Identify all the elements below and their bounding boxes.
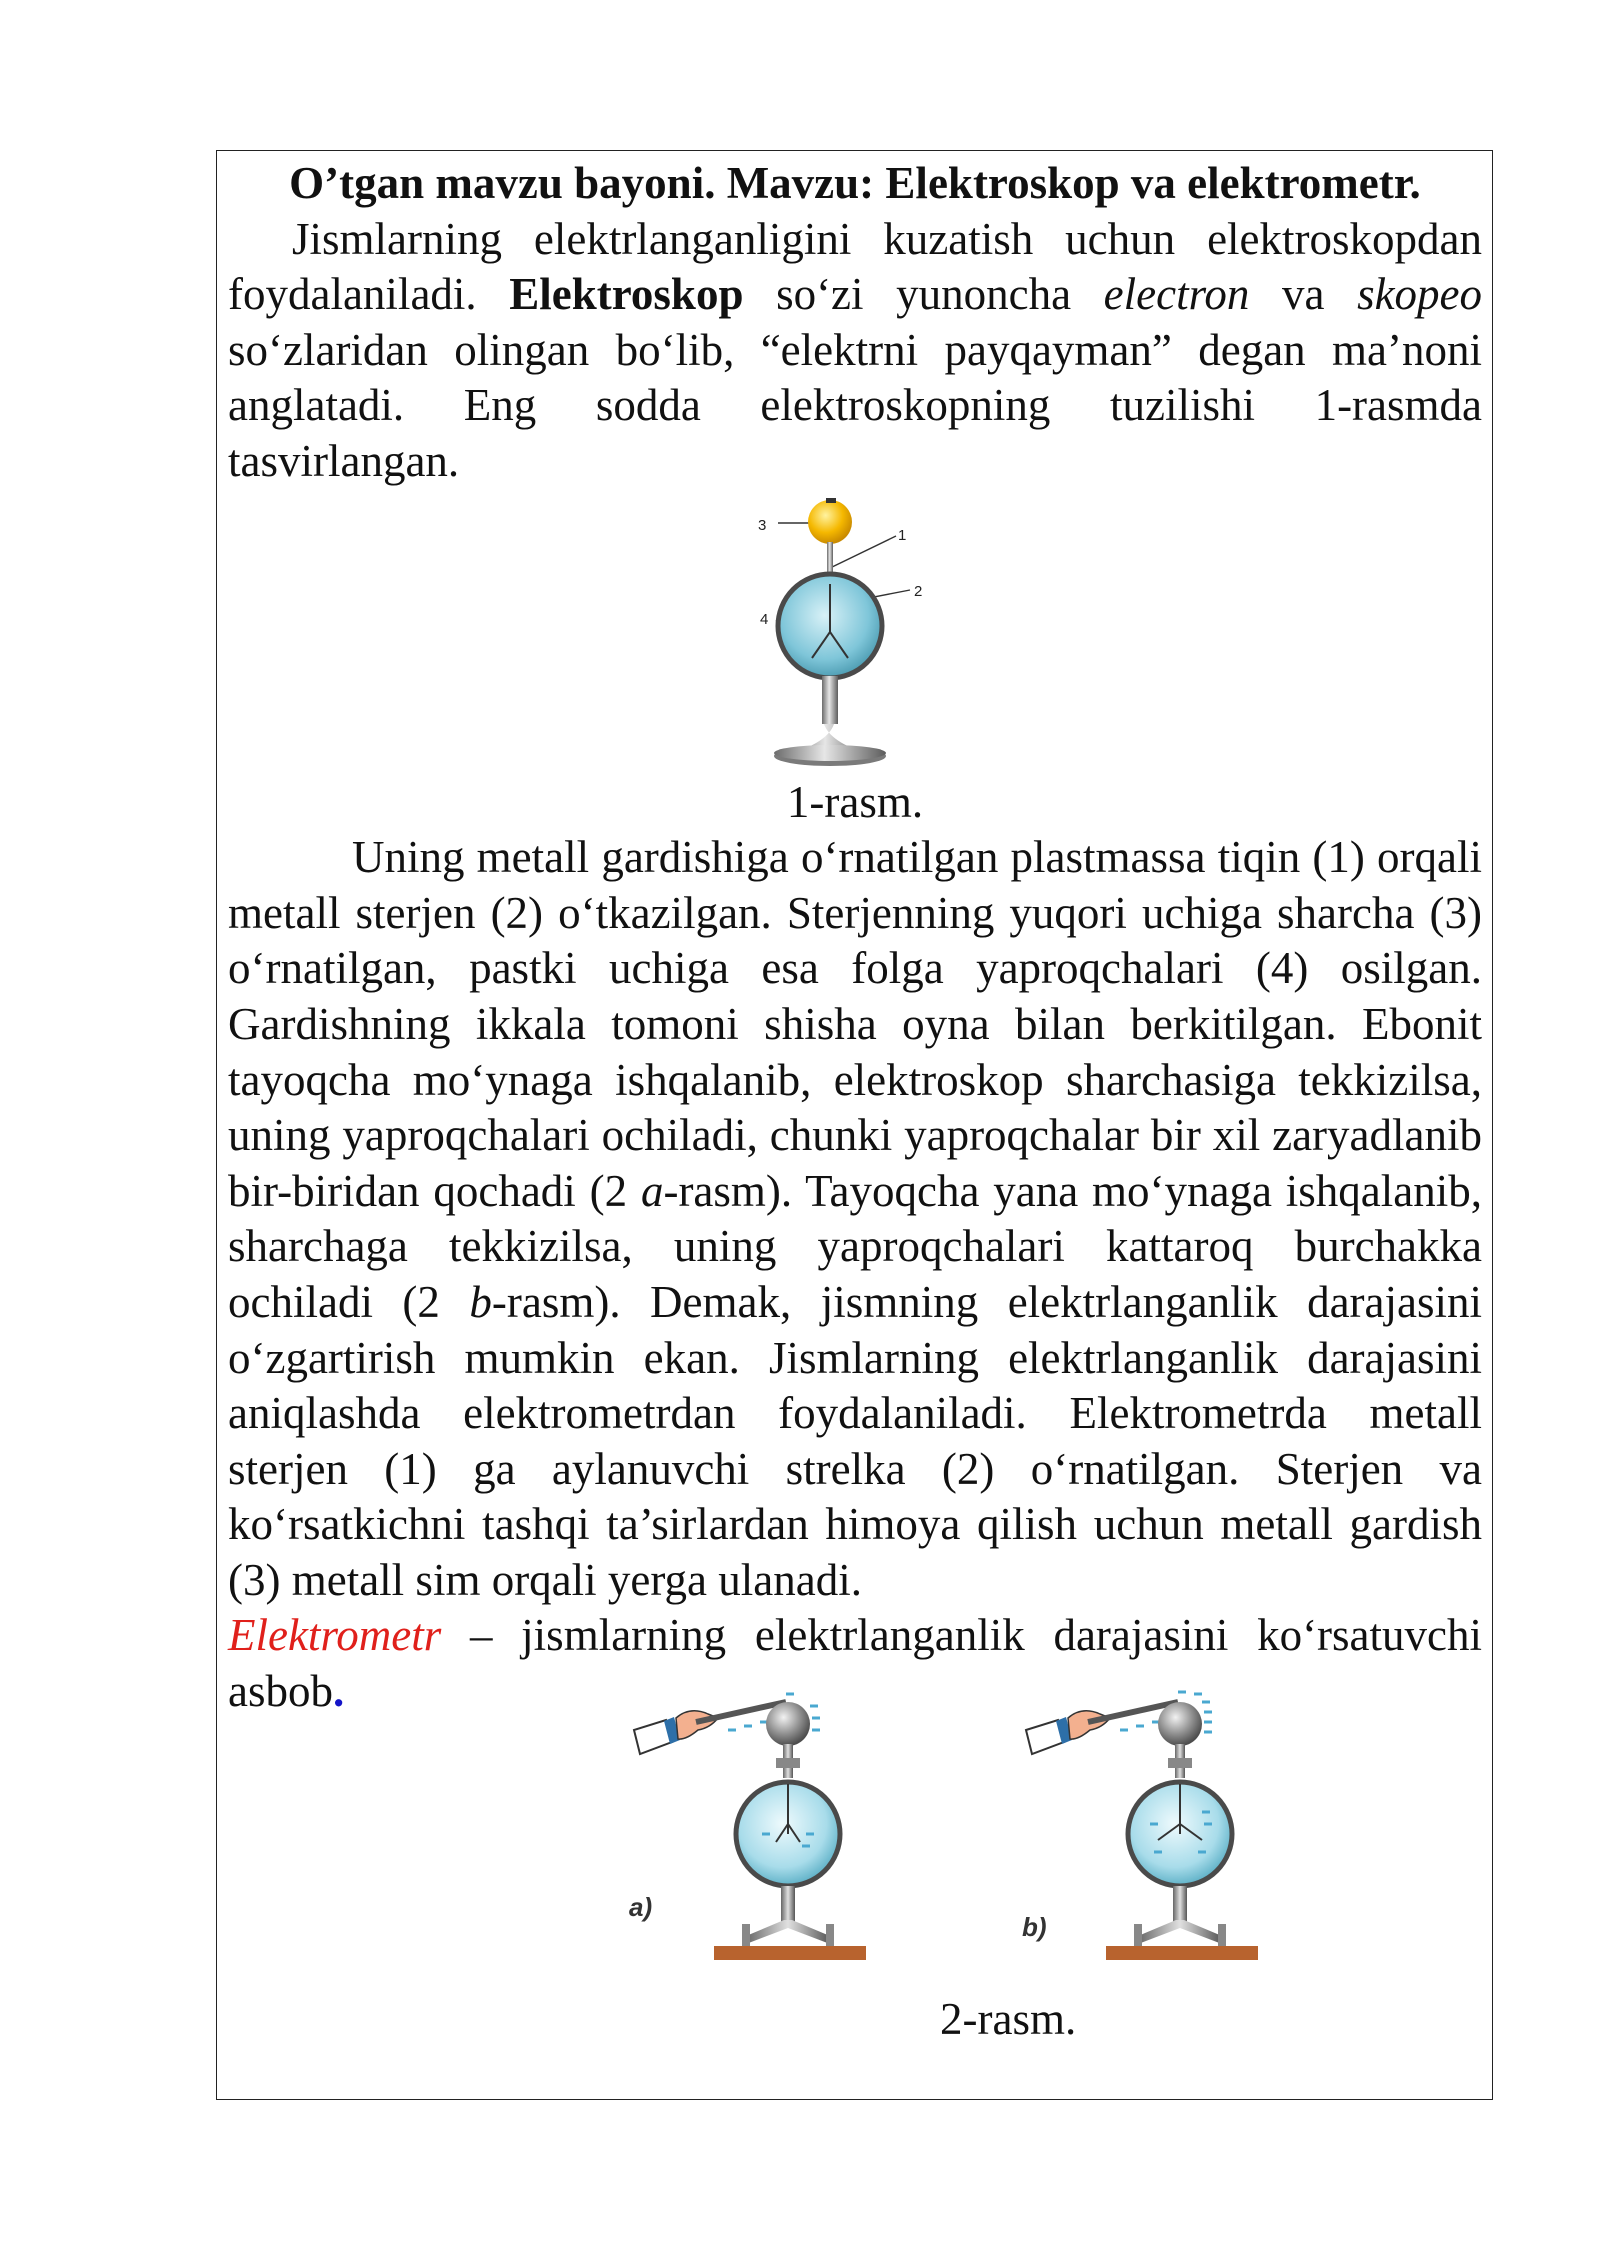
fig-ref-b: b [469, 1276, 492, 1327]
electrometer-illustration-a [626, 1684, 916, 1964]
metal-ball [808, 500, 852, 544]
label-2: 2 [914, 582, 923, 600]
figure-2 [228, 1720, 1482, 1992]
definition-text: – jismlarning elektrlanganlik darajasini ko‘rsatuvchi asbob [228, 1610, 1482, 1717]
description-text-3: -rasm). Demak, jismning elektrlanganlik darajasini o‘zgartirish mumkin ekan. Jismlarning elektrlanganlik darajasini aniqlashda elektrometrdan foydalaniladi. Elektrometrda metall sterjen (1) ga aylanuvchi strelka (2) o‘rnatilgan. Sterjen va ko‘rsatkichni tashqi ta’sirlardan himoya qilish uchun metall gardish (3) metall sim orqali yerga ulanadi. [228, 1276, 1482, 1605]
definition-end-dot: . [333, 1666, 345, 1717]
paragraph-intro [228, 212, 1482, 490]
label-4: 4 [760, 610, 769, 628]
label-3: 3 [758, 516, 767, 534]
electroscope-illustration [748, 492, 968, 772]
intro-text-4: so‘zlaridan olingan bo‘lib, “elektrni payqayman” degan ma’noni anglatadi. Eng sodda elektroskopning tuzilishi 1-rasmda tasvirlangan. [228, 324, 1482, 486]
paragraph-description [228, 830, 1482, 1608]
word-electron: electron [1103, 269, 1250, 320]
page-title: O’tgan mavzu bayoni. Mavzu: Elektroskop va elektrometr. [289, 158, 1421, 208]
figure-2b-label: b) [1022, 1911, 1047, 1942]
intro-text-1: Jismlarning elektrlanganligini kuzatish uchun elektroskopdan foydalaniladi. [228, 213, 1482, 320]
fig-ref-a: a [640, 1165, 664, 1216]
word-skopeo: skopeo [1357, 269, 1483, 320]
description-text-1: Uning metall gardishiga o‘rnatilgan plastmassa tiqin (1) orqali metall sterjen (2) o‘tkazilgan. Sterjenning yuqori uchiga sharcha (3) o‘rnatilgan, pastki uchiga esa folga yaproqchalari (4) osilgan. Gardishning ikkala tomoni shisha oyna bilan berkitilgan. Ebonit tayoqcha mo‘ynaga ishqalanib, elektroskop sharchasiga tekkizilsa, uning yaproqchalari ochiladi, chunki yaproqchalar bir xil zaryadlanib bir-biridan qochadi (2 [228, 832, 1482, 1216]
term-elektroskop: Elektroskop [509, 269, 744, 320]
figure-1-caption: 1-rasm. [786, 776, 924, 827]
intro-text-3: va [1282, 269, 1325, 320]
label-1: 1 [898, 526, 907, 544]
figure-1 [228, 490, 1482, 775]
figure-2a-label: a) [629, 1891, 653, 1922]
electrometer-illustration-b [1018, 1684, 1308, 1964]
page-content [228, 156, 1482, 2047]
description-text-2: -rasm). Tayoqcha yana mo‘ynaga ishqalanib, sharchaga tekkizilsa, uning yaproqchalari kattaroq burchakka ochiladi (2 [228, 1165, 1482, 1327]
intro-text-2: so‘zi yunoncha [776, 269, 1072, 320]
figure-2-caption: 2-rasm. [940, 1993, 1077, 2044]
term-elektrometr: Elektrometr [228, 1610, 442, 1661]
